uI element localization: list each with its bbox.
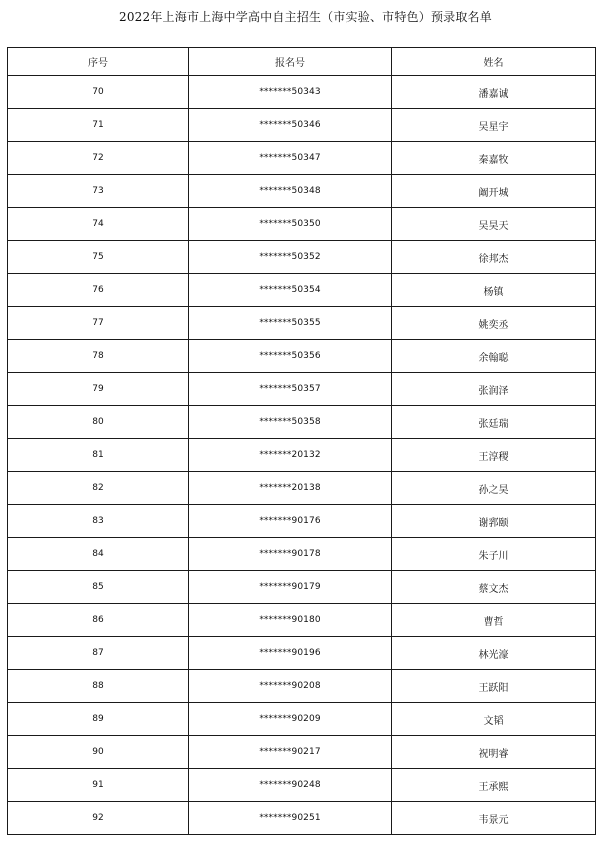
seq-cell: 74: [8, 208, 189, 241]
seq-cell: 85: [8, 571, 189, 604]
table-row: [8, 109, 596, 142]
name-cell: 王承熙: [392, 769, 596, 802]
registration-number-cell: *******90208: [189, 670, 392, 703]
table-row: [8, 571, 596, 604]
registration-number-cell: *******50350: [189, 208, 392, 241]
table-row: [8, 241, 596, 274]
seq-cell: 90: [8, 736, 189, 769]
name-cell: 姚奕丞: [392, 307, 596, 340]
seq-cell: 77: [8, 307, 189, 340]
table-row: [8, 472, 596, 505]
seq-cell: 76: [8, 274, 189, 307]
name-cell: 韦景元: [392, 802, 596, 835]
registration-number-cell: *******90196: [189, 637, 392, 670]
registration-number-cell: *******50356: [189, 340, 392, 373]
table-row: [8, 274, 596, 307]
registration-number-cell: *******90180: [189, 604, 392, 637]
name-cell: 杨镇: [392, 274, 596, 307]
name-cell: 张廷瑞: [392, 406, 596, 439]
seq-cell: 81: [8, 439, 189, 472]
name-cell: 王淳稷: [392, 439, 596, 472]
name-cell: 文韬: [392, 703, 596, 736]
seq-cell: 83: [8, 505, 189, 538]
seq-cell: 72: [8, 142, 189, 175]
admission-list-table: [7, 47, 596, 835]
seq-cell: 86: [8, 604, 189, 637]
table-row: [8, 76, 596, 109]
table-row: [8, 307, 596, 340]
column-header-seq: 序号: [8, 48, 189, 76]
name-cell: 谢郛颐: [392, 505, 596, 538]
registration-number-cell: *******20132: [189, 439, 392, 472]
column-header-name: 姓名: [392, 48, 596, 76]
registration-number-cell: *******50346: [189, 109, 392, 142]
table-row: [8, 175, 596, 208]
registration-number-cell: *******90251: [189, 802, 392, 835]
registration-number-cell: *******50348: [189, 175, 392, 208]
name-cell: 祝明睿: [392, 736, 596, 769]
page-title: 2022年上海市上海中学高中自主招生（市实验、市特色）预录取名单: [119, 10, 492, 24]
name-cell: 孙之昊: [392, 472, 596, 505]
name-cell: 潘嘉诚: [392, 76, 596, 109]
seq-cell: 73: [8, 175, 189, 208]
seq-cell: 88: [8, 670, 189, 703]
name-cell: 阚开城: [392, 175, 596, 208]
column-header-registration-number: 报名号: [189, 48, 392, 76]
registration-number-cell: *******90176: [189, 505, 392, 538]
registration-number-cell: *******90209: [189, 703, 392, 736]
name-cell: 徐邦杰: [392, 241, 596, 274]
table-row: [8, 769, 596, 802]
name-cell: 曹哲: [392, 604, 596, 637]
table-row: [8, 538, 596, 571]
seq-cell: 82: [8, 472, 189, 505]
table-row: [8, 208, 596, 241]
registration-number-cell: *******50354: [189, 274, 392, 307]
name-cell: 蔡文杰: [392, 571, 596, 604]
seq-cell: 84: [8, 538, 189, 571]
registration-number-cell: *******50343: [189, 76, 392, 109]
name-cell: 余翰聪: [392, 340, 596, 373]
registration-number-cell: *******90179: [189, 571, 392, 604]
registration-number-cell: *******20138: [189, 472, 392, 505]
table-row: [8, 439, 596, 472]
seq-cell: 89: [8, 703, 189, 736]
registration-number-cell: *******50358: [189, 406, 392, 439]
registration-number-cell: *******50357: [189, 373, 392, 406]
registration-number-cell: *******50355: [189, 307, 392, 340]
table-row: [8, 142, 596, 175]
table-row: [8, 703, 596, 736]
registration-number-cell: *******50352: [189, 241, 392, 274]
seq-cell: 80: [8, 406, 189, 439]
name-cell: 朱子川: [392, 538, 596, 571]
seq-cell: 70: [8, 76, 189, 109]
table-row: [8, 340, 596, 373]
name-cell: 秦嘉牧: [392, 142, 596, 175]
seq-cell: 75: [8, 241, 189, 274]
seq-cell: 78: [8, 340, 189, 373]
seq-cell: 91: [8, 769, 189, 802]
table-row: [8, 637, 596, 670]
registration-number-cell: *******50347: [189, 142, 392, 175]
table-row: [8, 670, 596, 703]
name-cell: 吴昊天: [392, 208, 596, 241]
table-body: [8, 76, 596, 835]
table-row: [8, 505, 596, 538]
table-row: [8, 604, 596, 637]
name-cell: 王跃阳: [392, 670, 596, 703]
table-row: [8, 373, 596, 406]
seq-cell: 79: [8, 373, 189, 406]
table-row: [8, 802, 596, 835]
seq-cell: 92: [8, 802, 189, 835]
name-cell: 张润泽: [392, 373, 596, 406]
table-header-row: [8, 48, 596, 76]
name-cell: 林光濠: [392, 637, 596, 670]
name-cell: 吴星宇: [392, 109, 596, 142]
registration-number-cell: *******90217: [189, 736, 392, 769]
registration-number-cell: *******90178: [189, 538, 392, 571]
seq-cell: 71: [8, 109, 189, 142]
table-row: [8, 736, 596, 769]
seq-cell: 87: [8, 637, 189, 670]
registration-number-cell: *******90248: [189, 769, 392, 802]
table-row: [8, 406, 596, 439]
